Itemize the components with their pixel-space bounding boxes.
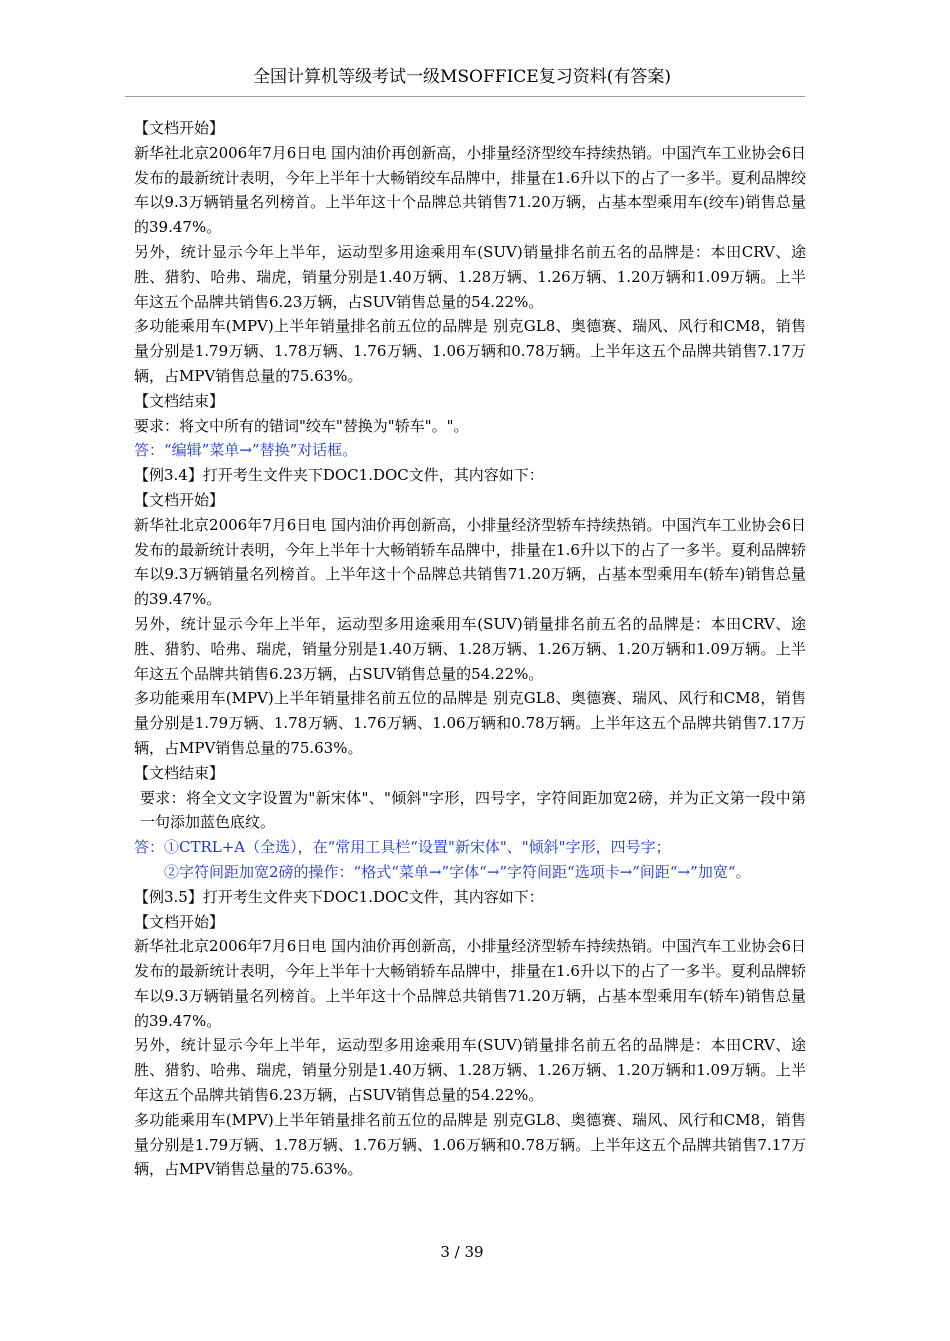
doc-start-marker: 【文档开始】 bbox=[134, 119, 225, 137]
doc-end-marker: 【文档结束】 bbox=[134, 763, 225, 782]
example-heading: 【例3.4】打开考生文件夹下DOC1.DOC文件，其内容如下： bbox=[134, 466, 544, 485]
paragraph: 新华社北京2006年7月6日电 国内油价再创新高，小排量经济型绞车持续热销。中国汽车工业协会6日发布的最新统计表明，今年上半年十大畅销绞车品牌中，排量在1.6升以下的占了一多半。夏利品牌绞车以9.3万辆销量名列榜首。上半年这十个品牌总共销售71.20万辆，占基本型乘用车(绞车)销售总量的39.47%。 bbox=[134, 143, 806, 237]
doc-start-marker: 【文档开始】 bbox=[134, 912, 225, 931]
paragraph: 多功能乘用车(MPV)上半年销量排名前五位的品牌是 别克GL8、奥德赛、瑞风、风行和CM8，销售量分别是1.79万辆、1.78万辆、1.76万辆、1.06万辆和0.78万辆。上半年这五个品牌共销售7.17万辆，占MPV销售总量的75.63%。 bbox=[134, 1110, 806, 1179]
paragraph: 另外，统计显示今年上半年，运动型多用途乘用车(SUV)销量排名前五名的品牌是：本田CRV、途胜、猎豹、哈弗、瑞虎，销量分别是1.40万辆、1.28万辆、1.26万辆、1.20万辆和1.09万辆。上半年这五个品牌共销售6.23万辆，占SUV销售总量的54.22%。 bbox=[134, 614, 806, 683]
page-number: 3 / 39 bbox=[440, 1243, 484, 1261]
paragraph: 多功能乘用车(MPV)上半年销量排名前五位的品牌是 别克GL8、奥德赛、瑞风、风行和CM8，销售量分别是1.79万辆、1.78万辆、1.76万辆、1.06万辆和0.78万辆。上半年这五个品牌共销售7.17万辆，占MPV销售总量的75.63%。 bbox=[134, 317, 806, 385]
requirement: 要求：将文中所有的错词"绞车"替换为"轿车"。"。 bbox=[134, 416, 469, 435]
doc-start-marker: 【文档开始】 bbox=[134, 490, 225, 509]
answer: 答：①CTRL+A（全选），在“常用工具栏“设置"新宋体"、"倾斜"字形，四号字； bbox=[134, 838, 671, 857]
paragraph: 另外，统计显示今年上半年，运动型多用途乘用车(SUV)销量排名前五名的品牌是：本田CRV、途胜、猎豹、哈弗、瑞虎，销量分别是1.40万辆、1.28万辆、1.26万辆、1.20万辆和1.09万辆。上半年这五个品牌共销售6.23万辆，占SUV销售总量的54.22%。 bbox=[134, 1036, 806, 1105]
requirement: 要求：将全文文字设置为"新宋体"、"倾斜"字形，四号字，字符间距加宽2磅，并为正文第一段中第一句添加蓝色底纹。 bbox=[140, 788, 806, 832]
answer: 答：“编辑”菜单→”替换”对话框。 bbox=[134, 441, 358, 460]
paragraph: 另外，统计显示今年上半年，运动型多用途乘用车(SUV)销量排名前五名的品牌是：本田CRV、途胜、猎豹、哈弗、瑞虎，销量分别是1.40万辆、1.28万辆、1.26万辆、1.20万辆和1.09万辆。上半年这五个品牌共销售6.23万辆，占SUV销售总量的54.22%。 bbox=[134, 242, 806, 311]
example-heading: 【例3.5】打开考生文件夹下DOC1.DOC文件，其内容如下： bbox=[134, 887, 544, 906]
header-divider bbox=[125, 96, 805, 97]
doc-end-marker: 【文档结束】 bbox=[134, 391, 225, 410]
answer-continued: ②字符间距加宽2磅的操作：“格式“菜单→”字体“→”字符间距“选项卡→”间距“→”加宽“。 bbox=[164, 862, 751, 881]
paragraph: 新华社北京2006年7月6日电 国内油价再创新高，小排量经济型轿车持续热销。中国汽车工业协会6日发布的最新统计表明，今年上半年十大畅销轿车品牌中，排量在1.6升以下的占了一多半。夏利品牌轿车以9.3万辆销量名列榜首。上半年这十个品牌总共销售71.20万辆，占基本型乘用车(轿车)销售总量的39.47%。 bbox=[134, 937, 806, 1030]
document-body bbox=[134, 116, 806, 1182]
page-header-title: 全国计算机等级考试一级MSOFFICE复习资料(有答案) bbox=[253, 67, 671, 87]
paragraph: 多功能乘用车(MPV)上半年销量排名前五位的品牌是 别克GL8、奥德赛、瑞风、风行和CM8，销售量分别是1.79万辆、1.78万辆、1.76万辆、1.06万辆和0.78万辆。上半年这五个品牌共销售7.17万辆，占MPV销售总量的75.63%。 bbox=[134, 689, 806, 757]
paragraph: 新华社北京2006年7月6日电 国内油价再创新高，小排量经济型轿车持续热销。中国汽车工业协会6日发布的最新统计表明，今年上半年十大畅销轿车品牌中，排量在1.6升以下的占了一多半。夏利品牌轿车以9.3万辆销量名列榜首。上半年这十个品牌总共销售71.20万辆，占基本型乘用车(轿车)销售总量的39.47%。 bbox=[134, 515, 806, 609]
